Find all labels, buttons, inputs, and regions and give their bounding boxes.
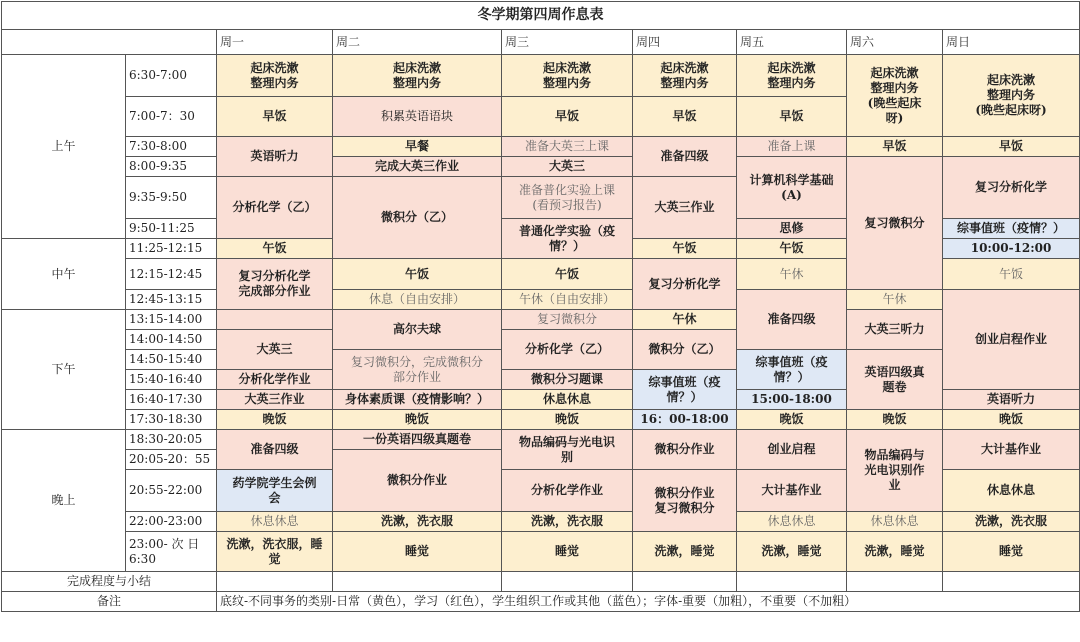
schedule-cell: 复习分析化学 [943,157,1080,219]
summary-cell[interactable] [943,572,1080,592]
schedule-cell: 休息休息 [217,512,333,532]
day-header-sat: 周六 [847,30,943,55]
schedule-cell: 身体素质课（疫情影响？） [333,390,502,410]
schedule-cell: 大计基作业 [737,470,847,512]
schedule-cell: 休息休息 [502,390,633,410]
schedule-cell: 早饭 [217,97,333,137]
summary-cell[interactable] [217,572,333,592]
duty-cell: 综事值班（疫情？） [943,219,1080,239]
schedule-cell: 洗漱，洗衣服，睡 觉 [217,532,333,572]
time-slot: 14:50-15:40 [126,350,217,370]
schedule-cell: 洗漱，洗衣服 [943,512,1080,532]
schedule-cell: 创业启程作业 [943,290,1080,390]
duty-cell: 综事值班（疫 情？） [633,370,737,410]
duty-time-cell: 10:00-12:00 [943,239,1080,259]
schedule-cell: 起床洗漱 整理内务 [333,55,502,97]
schedule-cell: 早餐 [333,137,502,157]
schedule-cell: 计算机科学基础 (A) [737,157,847,219]
duty-time-cell: 16：00-18:00 [633,410,737,430]
schedule-cell: 午饭 [633,239,737,259]
day-header-fri: 周五 [737,30,847,55]
schedule-cell: 午饭 [217,239,333,259]
schedule-cell: 午饭 [333,259,502,290]
period-afternoon: 下午 [2,310,126,430]
schedule-cell: 大英三作业 [633,177,737,239]
schedule-cell: 分析化学（乙） [502,330,633,370]
schedule-cell: 午休 [737,259,847,290]
schedule-cell: 准备上课 [737,137,847,157]
schedule-cell: 英语听力 [217,137,333,177]
time-slot: 8:00-9:35 [126,157,217,177]
schedule-cell: 晚饭 [847,410,943,430]
schedule-cell: 大计基作业 [943,430,1080,470]
schedule-cell: 创业启程 [737,430,847,470]
schedule-cell: 早饭 [737,97,847,137]
schedule-cell: 午饭 [502,259,633,290]
schedule-cell: 大英三 [502,157,633,177]
schedule-cell: 微积分作业 [633,430,737,470]
day-header-thu: 周四 [633,30,737,55]
schedule-cell: 复习微积分，完成微积分 部分作业 [333,350,502,390]
schedule-cell: 早饭 [943,137,1080,157]
time-slot: 12:15-12:45 [126,259,217,290]
schedule-cell: 大英三作业 [217,390,333,410]
schedule-cell: 大英三听力 [847,310,943,350]
summary-cell[interactable] [847,572,943,592]
schedule-cell: 思修 [737,219,847,239]
schedule-cell: 洗漱，睡觉 [633,532,737,572]
schedule-cell: 英语听力 [943,390,1080,410]
schedule-cell: 物品编码与 光电识别作 业 [847,430,943,512]
day-header-tue: 周二 [333,30,502,55]
day-header-mon: 周一 [217,30,333,55]
schedule-cell: 大英三 [217,330,333,370]
schedule-cell: 起床洗漱 整理内务 [217,55,333,97]
schedule-cell: 积累英语语块 [333,97,502,137]
schedule-cell: 微积分（乙） [633,330,737,370]
schedule-cell: 起床洗漱 整理内务 (晚些起床呀) [943,55,1080,137]
day-header-sun: 周日 [943,30,1080,55]
schedule-cell: 午休 [633,310,737,330]
time-slot: 23:00- 次 日 6:30 [126,532,217,572]
schedule-cell: 早饭 [633,97,737,137]
schedule-cell: 洗漱，睡觉 [847,532,943,572]
period-noon: 中午 [2,239,126,310]
schedule-cell: 晚饭 [217,410,333,430]
schedule-cell: 准备四级 [633,137,737,177]
schedule-cell: 睡觉 [333,532,502,572]
schedule-cell: 物品编码与光电识 别 [502,430,633,470]
schedule-cell: 微积分（乙） [333,177,502,259]
schedule-cell: 洗漱，洗衣服 [333,512,502,532]
schedule-cell [217,310,333,330]
schedule-cell: 分析化学作业 [217,370,333,390]
time-slot: 9:35-9:50 [126,177,217,219]
time-slot: 14:00-14:50 [126,330,217,350]
schedule-cell: 起床洗漱 整理内务 [737,55,847,97]
day-header-wed: 周三 [502,30,633,55]
schedule-cell: 起床洗漱 整理内务 [633,55,737,97]
schedule-cell: 分析化学（乙） [217,177,333,239]
time-slot: 20:55-22:00 [126,470,217,512]
summary-cell[interactable] [737,572,847,592]
summary-cell[interactable] [502,572,633,592]
note-label: 备注 [2,592,217,612]
time-slot: 18:30-20:05 [126,430,217,450]
schedule-cell: 一份英语四级真题卷 [333,430,502,450]
time-slot: 7:30-8:00 [126,137,217,157]
schedule-cell: 休息休息 [737,512,847,532]
schedule-cell: 午饭 [737,239,847,259]
schedule-cell: 睡觉 [502,532,633,572]
schedule-cell: 准备四级 [217,430,333,470]
duty-time-cell: 15:00-18:00 [737,390,847,410]
time-slot: 6:30-7:00 [126,55,217,97]
duty-cell: 综事值班（疫 情？） [737,350,847,390]
time-slot: 7:00-7：30 [126,97,217,137]
summary-cell[interactable] [633,572,737,592]
schedule-cell: 普通化学实验（疫 情？） [502,219,633,259]
period-morning: 上午 [2,55,126,239]
time-slot: 20:05-20：55 [126,450,217,470]
time-slot: 9:50-11:25 [126,219,217,239]
time-slot: 16:40-17:30 [126,390,217,410]
schedule-cell: 休息休息 [943,470,1080,512]
schedule-cell: 准备普化实验上课 (看预习报告) [502,177,633,219]
schedule-cell: 英语四级真 题卷 [847,350,943,410]
schedule-cell: 午休（自由安排） [502,290,633,310]
time-slot: 22:00-23:00 [126,512,217,532]
schedule-cell: 晚饭 [502,410,633,430]
header-blank [2,30,217,55]
time-slot: 12:45-13:15 [126,290,217,310]
schedule-cell: 准备四级 [737,290,847,350]
schedule-cell: 起床洗漱 整理内务 [502,55,633,97]
schedule-cell: 起床洗漱 整理内务 (晚些起床 呀) [847,55,943,137]
summary-cell[interactable] [333,572,502,592]
schedule-cell: 复习分析化学 完成部分作业 [217,259,333,310]
schedule-cell: 午休 [847,290,943,310]
schedule-cell: 完成大英三作业 [333,157,502,177]
meeting-cell: 药学院学生会例 会 [217,470,333,512]
period-evening: 晚上 [2,430,126,572]
time-slot: 15:40-16:40 [126,370,217,390]
time-slot: 17:30-18:30 [126,410,217,430]
note-text: 底纹-不同事务的类别-日常（黄色），学习（红色），学生组织工作或其他（蓝色）；字体-重要（加粗），不重要（不加粗） [217,592,1080,612]
schedule-cell: 休息休息 [847,512,943,532]
schedule-cell: 早饭 [502,97,633,137]
schedule-cell: 准备大英三上课 [502,137,633,157]
schedule-cell: 晚饭 [333,410,502,430]
schedule-cell: 分析化学作业 [502,470,633,512]
schedule-cell: 微积分习题课 [502,370,633,390]
schedule-table [1,1,1080,612]
schedule-cell: 睡觉 [943,532,1080,572]
schedule-cell: 复习微积分 [502,310,633,330]
schedule-cell: 微积分作业 [333,450,502,512]
schedule-cell: 晚饭 [737,410,847,430]
schedule-cell: 复习微积分 [847,157,943,290]
table-title: 冬学期第四周作息表 [2,2,1080,30]
schedule-cell: 休息（自由安排） [333,290,502,310]
schedule-cell: 午饭 [943,259,1080,290]
schedule-cell: 复习分析化学 [633,259,737,310]
schedule-cell: 高尔夫球 [333,310,502,350]
schedule-cell: 洗漱，洗衣服 [502,512,633,532]
summary-label: 完成程度与小结 [2,572,217,592]
schedule-cell: 早饭 [847,137,943,157]
schedule-cell: 洗漱，睡觉 [737,532,847,572]
time-slot: 13:15-14:00 [126,310,217,330]
time-slot: 11:25-12:15 [126,239,217,259]
schedule-cell: 微积分作业 复习微积分 [633,470,737,532]
schedule-cell: 晚饭 [943,410,1080,430]
